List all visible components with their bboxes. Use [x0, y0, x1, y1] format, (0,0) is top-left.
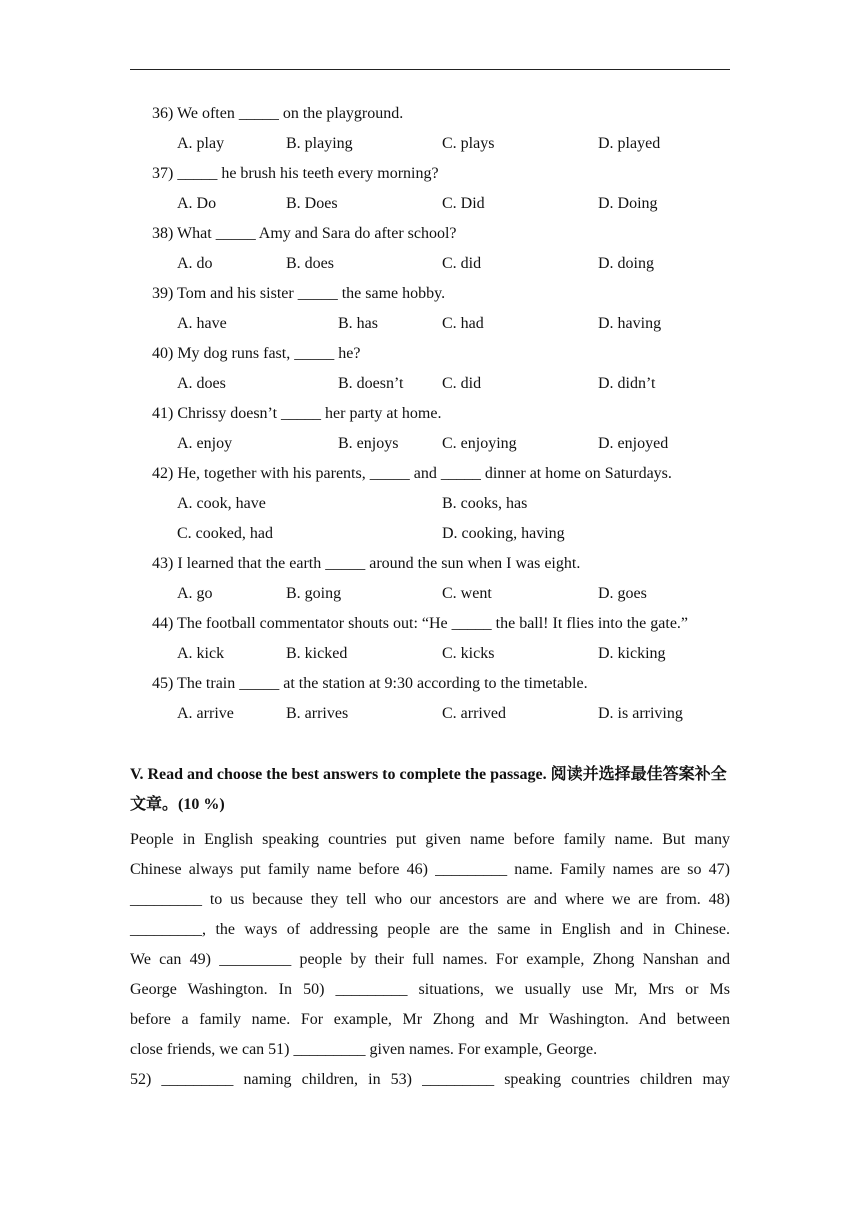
- q38-option-b: B. does: [286, 255, 334, 272]
- q43-option-b: B. going: [286, 585, 342, 602]
- q44-option-a: A. kick: [177, 645, 225, 662]
- q44-option-c: C. kicks: [442, 645, 495, 662]
- question-37: 37) _____ he brush his teeth every morning?: [152, 165, 439, 182]
- question-44: 44) The football commentator shouts out: “He _____ the ball! It flies into the gate.”: [152, 615, 689, 632]
- q39-option-c: C. had: [442, 315, 484, 332]
- question-45: 45) The train _____ at the station at 9:30 according to the timetable.: [152, 675, 588, 692]
- q43-option-c: C. went: [442, 585, 492, 602]
- q39-option-a: A. have: [177, 315, 227, 332]
- q45-option-b: B. arrives: [286, 705, 349, 722]
- q45-option-a: A. arrive: [177, 705, 234, 722]
- q37-option-b: B. Does: [286, 195, 338, 212]
- q43-option-d: D. goes: [598, 585, 647, 602]
- q41-option-b: B. enjoys: [338, 435, 399, 452]
- q39-option-d: D. having: [598, 315, 662, 332]
- q37-option-a: A. Do: [177, 195, 217, 212]
- q38-option-a: A. do: [177, 255, 213, 272]
- passage-line-3: _________ to us because they tell who our ancestors are and where we are from. 48): [130, 891, 730, 908]
- q42-option-c: C. cooked, had: [177, 525, 273, 542]
- section-v-title: V. Read and choose the best answers to complete the passage. 阅读并选择最佳答案补全文章。(10 %): [130, 766, 727, 813]
- q42-option-d: D. cooking, having: [442, 525, 565, 542]
- passage-line-6: George Washington. In 50) _________ situations, we usually use Mr, Mrs or Ms: [130, 981, 730, 998]
- q36-option-c: C. plays: [442, 135, 495, 152]
- q45-option-c: C. arrived: [442, 705, 506, 722]
- q40-option-c: C. did: [442, 375, 482, 392]
- q40-option-a: A. does: [177, 375, 226, 392]
- passage-line-2: Chinese always put family name before 46) _________ name. Family names are so 47): [130, 861, 730, 878]
- question-42: 42) He, together with his parents, _____ and _____ dinner at home on Saturdays.: [152, 465, 672, 482]
- q36-option-d: D. played: [598, 135, 661, 152]
- question-38: 38) What _____ Amy and Sara do after school?: [152, 225, 457, 242]
- q40-option-b: B. doesn’t: [338, 375, 404, 392]
- q42-option-b: B. cooks, has: [442, 495, 528, 512]
- q42-option-a: A. cook, have: [177, 495, 266, 512]
- question-43: 43) I learned that the earth _____ around the sun when I was eight.: [152, 555, 581, 572]
- q37-option-c: C. Did: [442, 195, 485, 212]
- q38-option-c: C. did: [442, 255, 482, 272]
- q41-option-a: A. enjoy: [177, 435, 233, 452]
- passage-line-4: _________, the ways of addressing people are the same in English and in Chinese.: [130, 921, 730, 938]
- question-41: 41) Chrissy doesn’t _____ her party at home.: [152, 405, 442, 422]
- passage-line-9: 52) _________ naming children, in 53) _________ speaking countries children may: [130, 1071, 730, 1088]
- passage-line-5: We can 49) _________ people by their full names. For example, Zhong Nanshan and: [130, 951, 730, 968]
- q41-option-c: C. enjoying: [442, 435, 517, 452]
- question-36: 36) We often _____ on the playground.: [152, 105, 404, 122]
- passage-line-1: People in English speaking countries put given name before family name. But many: [130, 831, 730, 848]
- q43-option-a: A. go: [177, 585, 213, 602]
- q38-option-d: D. doing: [598, 255, 654, 272]
- passage-line-8: close friends, we can 51) _________ given names. For example, George.: [130, 1041, 598, 1058]
- question-40: 40) My dog runs fast, _____ he?: [152, 345, 361, 362]
- q36-option-a: A. play: [177, 135, 225, 152]
- q44-option-b: B. kicked: [286, 645, 348, 662]
- q39-option-b: B. has: [338, 315, 378, 332]
- passage-line-7: before a family name. For example, Mr Zhong and Mr Washington. And between: [130, 1011, 730, 1028]
- q44-option-d: D. kicking: [598, 645, 666, 662]
- q40-option-d: D. didn’t: [598, 375, 656, 392]
- q36-option-b: B. playing: [286, 135, 353, 152]
- q37-option-d: D. Doing: [598, 195, 658, 212]
- q41-option-d: D. enjoyed: [598, 435, 669, 452]
- question-39: 39) Tom and his sister _____ the same hobby.: [152, 285, 446, 302]
- header-rule: [130, 69, 730, 70]
- q45-option-d: D. is arriving: [598, 705, 683, 722]
